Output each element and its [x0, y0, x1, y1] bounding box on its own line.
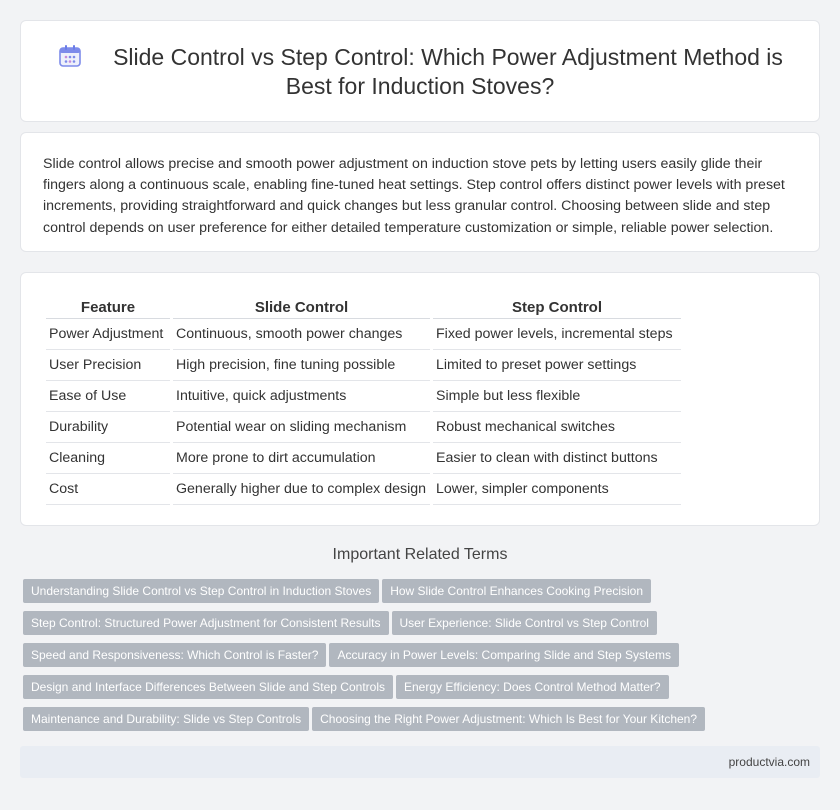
table-row — [46, 319, 681, 350]
header-feature: Feature — [46, 297, 170, 319]
cell-step: Lower, simpler components — [433, 474, 681, 505]
related-term-link[interactable]: Choosing the Right Power Adjustment: Which Is Best for Your Kitchen? — [312, 707, 705, 731]
related-terms-heading: Important Related Terms — [332, 546, 508, 563]
related-term-link[interactable]: Understanding Slide Control vs Step Control in Induction Stoves — [23, 579, 379, 603]
cell-slide: More prone to dirt accumulation — [173, 443, 430, 474]
calendar-icon — [57, 43, 83, 69]
page-title: Slide Control vs Step Control: Which Power Adjustment Method is Best for Induction Stoves? — [113, 44, 783, 99]
table-row — [46, 474, 681, 505]
related-term-link[interactable]: Energy Efficiency: Does Control Method Matter? — [396, 675, 669, 699]
cell-slide: Generally higher due to complex design — [173, 474, 430, 505]
cell-step: Limited to preset power settings — [433, 350, 681, 381]
related-term-link[interactable]: Design and Interface Differences Between Slide and Step Controls — [23, 675, 393, 699]
table-row — [46, 443, 681, 474]
cell-step: Easier to clean with distinct buttons — [433, 443, 681, 474]
cell-step: Robust mechanical switches — [433, 412, 681, 443]
comparison-card — [20, 272, 820, 526]
cell-feature: Durability — [46, 412, 170, 443]
table-row — [46, 412, 681, 443]
footer-bar — [20, 746, 820, 778]
related-term-link[interactable]: How Slide Control Enhances Cooking Precision — [382, 579, 651, 603]
cell-feature: User Precision — [46, 350, 170, 381]
comparison-table — [43, 297, 684, 505]
cell-feature: Ease of Use — [46, 381, 170, 412]
cell-feature: Power Adjustment — [46, 319, 170, 350]
tag-row — [23, 579, 823, 611]
cell-slide: High precision, fine tuning possible — [173, 350, 430, 381]
related-term-link[interactable]: Maintenance and Durability: Slide vs Step Controls — [23, 707, 309, 731]
table-header-row — [46, 297, 681, 319]
cell-slide: Potential wear on sliding mechanism — [173, 412, 430, 443]
table-row — [46, 350, 681, 381]
header-slide-control: Slide Control — [173, 297, 430, 319]
intro-paragraph: Slide control allows precise and smooth power adjustment on induction stove pets by letting users easily glide their fingers along a continuous scale, enabling fine-tuned heat settings. Step control offers distinct power levels with preset increments, providing straightforward and quick changes but less granular control. Choosing between slide and step control depends on user preference for either detailed temperature customization or simple, reliable power selection. — [43, 156, 785, 236]
header-step-control: Step Control — [433, 297, 681, 319]
cell-feature: Cost — [46, 474, 170, 505]
related-term-link[interactable]: Accuracy in Power Levels: Comparing Slide and Step Systems — [329, 643, 679, 667]
footer-brand[interactable]: productvia.com — [728, 755, 810, 769]
cell-slide: Intuitive, quick adjustments — [173, 381, 430, 412]
cell-slide: Continuous, smooth power changes — [173, 319, 430, 350]
tag-row — [23, 611, 823, 643]
tag-row — [23, 707, 823, 739]
cell-step: Simple but less flexible — [433, 381, 681, 412]
cell-feature: Cleaning — [46, 443, 170, 474]
related-term-link[interactable]: Step Control: Structured Power Adjustment for Consistent Results — [23, 611, 389, 635]
page-title-block — [51, 43, 789, 101]
related-term-link[interactable]: User Experience: Slide Control vs Step Control — [392, 611, 657, 635]
header-card — [20, 20, 820, 122]
tag-row — [23, 643, 823, 675]
intro-card — [20, 132, 820, 252]
related-terms-list — [23, 579, 823, 739]
related-term-link[interactable]: Speed and Responsiveness: Which Control is Faster? — [23, 643, 326, 667]
cell-step: Fixed power levels, incremental steps — [433, 319, 681, 350]
tag-row — [23, 675, 823, 707]
table-row — [46, 381, 681, 412]
